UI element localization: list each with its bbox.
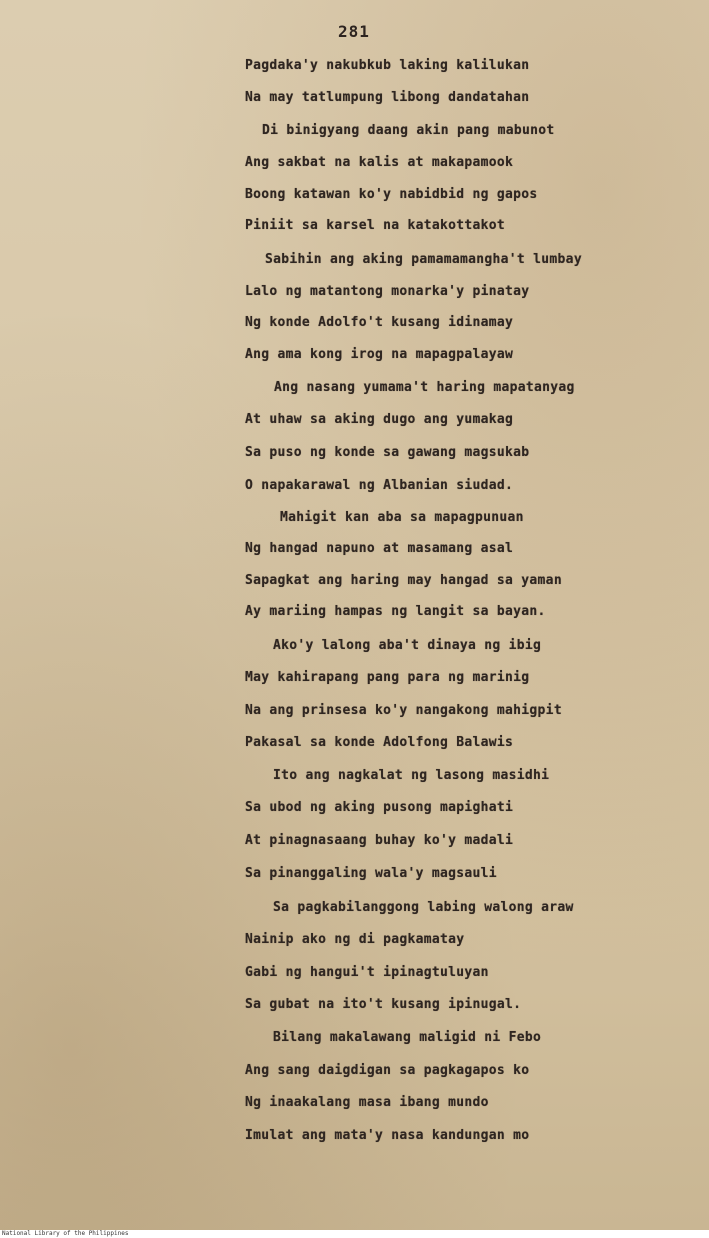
poem-line: Ang nasang yumama't haring mapatanyag (274, 380, 575, 395)
poem-line: Sabihin ang aking pamamamangha't lumbay (265, 252, 582, 267)
poem-line: Sa gubat na ito't kusang ipinugal. (245, 997, 522, 1012)
poem-line: Gabi ng hangui't ipinagtuluyan (245, 965, 489, 980)
poem-line: Ang sakbat na kalis at makapamook (245, 155, 514, 170)
poem-line: O napakarawal ng Albanian siudad. (245, 478, 514, 493)
poem-line: Ng inaakalang masa ibang mundo (245, 1095, 489, 1110)
poem-line: Mahigit kan aba sa mapagpunuan (280, 510, 524, 525)
poem-line: Pakasal sa konde Adolfong Balawis (245, 735, 514, 750)
poem-line: Lalo ng matantong monarka'y pinatay (245, 284, 530, 299)
poem-line: Imulat ang mata'y nasa kandungan mo (245, 1128, 530, 1143)
library-credit: National Library of the Philippines (2, 1230, 129, 1237)
poem-line: Ang ama kong irog na mapagpalayaw (245, 347, 514, 362)
poem-line: Na ang prinsesa ko'y nangakong mahigpit (245, 703, 562, 718)
poem-line: May kahirapang pang para ng marinig (245, 670, 530, 685)
poem-line: Nainip ako ng di pagkamatay (245, 932, 465, 947)
page-number: 281 (338, 22, 370, 41)
poem-line: At uhaw sa aking dugo ang yumakag (245, 412, 514, 427)
poem-line: Pagdaka'y nakubkub laking kalilukan (245, 58, 530, 73)
poem-line: Sa pinanggaling wala'y magsauli (245, 866, 497, 881)
poem-line: Ito ang nagkalat ng lasong masidhi (273, 768, 550, 783)
poem-line: Bilang makalawang maligid ni Febo (273, 1030, 542, 1045)
poem-line: Ay mariing hampas ng langit sa bayan. (245, 604, 546, 619)
poem-line: Ng konde Adolfo't kusang idinamay (245, 315, 514, 330)
poem-line: Ng hangad napuno at masamang asal (245, 541, 514, 556)
poem-line: Ang sang daigdigan sa pagkagapos ko (245, 1063, 530, 1078)
poem-line: Sa puso ng konde sa gawang magsukab (245, 445, 530, 460)
poem-line: Sapagkat ang haring may hangad sa yaman (245, 573, 562, 588)
poem-line: Sa pagkabilanggong labing walong araw (273, 900, 574, 915)
poem-line: Sa ubod ng aking pusong mapighati (245, 800, 514, 815)
poem-line: Di binigyang daang akin pang mabunot (262, 123, 555, 138)
poem-line: Na may tatlumpung libong dandatahan (245, 90, 530, 105)
footer-bar (0, 1230, 709, 1238)
poem-line: At pinagnasaang buhay ko'y madali (245, 833, 514, 848)
poem-line: Piniit sa karsel na katakottakot (245, 218, 506, 233)
poem-line: Boong katawan ko'y nabidbid ng gapos (245, 187, 538, 202)
poem-line: Ako'y lalong aba't dinaya ng ibig (273, 638, 542, 653)
